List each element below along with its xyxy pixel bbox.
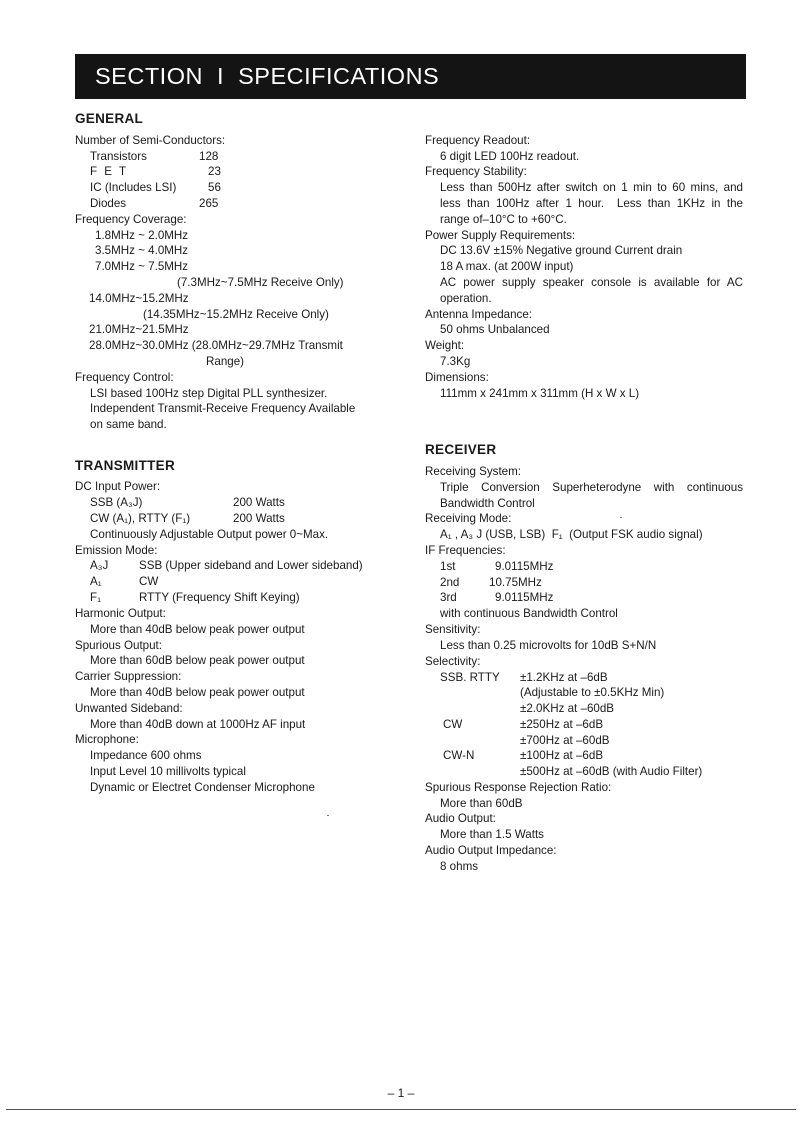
semi-item-count: 265 [199,197,219,210]
power-line: 18 A max. (at 200W input) [440,260,574,273]
coverage-item: 3.5MHz ~ 4.0MHz [95,244,189,257]
coverage-item: 28.0MHz~30.0MHz (28.0MHz~29.7MHz Transmit [89,339,343,352]
power-line: operation. [440,292,492,305]
scan-speck [327,815,329,816]
control-label: Frequency Control: [75,371,174,384]
if-label: IF Frequencies: [425,544,506,557]
semi-item-name: Transistors [90,150,147,163]
coverage-item: 21.0MHz~21.5MHz [89,323,189,336]
sel-value: ±100Hz at –6dB [520,749,604,762]
if-note: with continuous Bandwidth Control [440,607,618,620]
audio-imp-label: Audio Output Impedance: [425,844,557,857]
mic-line: Dynamic or Electret Condenser Microphone [90,781,315,794]
carrier-label: Carrier Suppression: [75,670,182,683]
receiver-heading: RECEIVER [425,442,497,457]
srr-value: More than 60dB [440,797,523,810]
coverage-item: (14.35MHz~15.2MHz Receive Only) [143,308,329,321]
page-title: SECTION I SPECIFICATIONS [95,63,440,89]
weight-value: 7.3Kg [440,355,471,368]
dc-note: Continuously Adjustable Output power 0~Max. [90,528,329,541]
dc-label: DC Input Power: [75,480,161,493]
coverage-item: 14.0MHz~15.2MHz [89,292,189,305]
power-line: DC 13.6V ±15% Negative ground Current drain [440,244,683,257]
sel-value: ±250Hz at –6dB [520,718,604,731]
power-label: Power Supply Requirements: [425,229,576,242]
antenna-label: Antenna Impedance: [425,308,532,321]
semi-item-name: Diodes [90,197,127,210]
dc-power: 200 Watts [233,496,285,509]
audio-imp-value: 8 ohms [440,860,479,873]
readout-value: 6 digit LED 100Hz readout. [440,150,580,163]
section-banner [75,54,746,99]
scan-speck [620,517,622,518]
dimensions-value: 111mm x 241mm x 311mm (H x W x L) [440,387,640,400]
carrier-value: More than 40dB below peak power output [90,686,305,699]
mic-label: Microphone: [75,733,139,746]
semi-label: Number of Semi-Conductors: [75,134,226,147]
dimensions-label: Dimensions: [425,371,489,384]
audio-value: More than 1.5 Watts [440,828,544,841]
if-stage: 1st [440,560,456,573]
emission-desc: CW [139,575,159,588]
semi-item-name: F E T [90,165,129,178]
transmitter-heading: TRANSMITTER [75,458,176,473]
dc-mode: CW (A₁), RTTY (F₁) [90,512,191,525]
general-heading: GENERAL [75,111,144,126]
control-line: LSI based 100Hz step Digital PLL synthesizer. [90,387,328,400]
mode-value: A₁ , A₃ J (USB, LSB) F₁ (Output FSK audio signal) [440,528,703,541]
coverage-item: (7.3MHz~7.5MHz Receive Only) [177,276,344,289]
stability-line: less than 100Hz after 1 hour. Less than 1KHz in the [440,197,743,210]
bottom-rule [6,1109,796,1110]
if-freq: 10.75MHz [489,576,542,589]
mode-label: Receiving Mode: [425,512,512,525]
sel-value: (Adjustable to ±0.5KHz Min) [520,686,665,699]
coverage-label: Frequency Coverage: [75,213,187,226]
audio-label: Audio Output: [425,812,496,825]
mic-line: Impedance 600 ohms [90,749,202,762]
page-number: – 1 – [387,1086,415,1100]
harmonic-value: More than 40dB below peak power output [90,623,305,636]
coverage-item: 7.0MHz ~ 7.5MHz [95,260,189,273]
stability-line: range of–10°C to +60°C. [440,213,567,226]
emission-desc: SSB (Upper sideband and Lower sideband) [139,559,363,572]
sel-mode: CW-N [443,749,475,762]
unwanted-value: More than 40dB down at 1000Hz AF input [90,718,306,731]
readout-label: Frequency Readout: [425,134,531,147]
spurious-value: More than 60dB below peak power output [90,654,305,667]
sens-label: Sensitivity: [425,623,481,636]
coverage-item: Range) [206,355,245,368]
semi-item-count: 56 [208,181,221,194]
mic-line: Input Level 10 millivolts typical [90,765,246,778]
emission-label: Emission Mode: [75,544,158,557]
sel-value: ±500Hz at –60dB (with Audio Filter) [520,765,703,778]
stability-line: Less than 500Hz after switch on 1 min to 60 mins, and [440,181,743,194]
dc-mode: SSB (A₃J) [90,496,143,509]
control-line: on same band. [90,418,167,431]
coverage-item: 1.8MHz ~ 2.0MHz [95,229,189,242]
harmonic-label: Harmonic Output: [75,607,166,620]
antenna-value: 50 ohms Unbalanced [440,323,550,336]
system-line: Bandwidth Control [440,497,535,510]
emission-code: A₁ [90,575,102,588]
system-label: Receiving System: [425,465,522,478]
semi-item-count: 128 [199,150,219,163]
sens-value: Less than 0.25 microvolts for 10dB S+N/N [440,639,657,652]
srr-label: Spurious Response Rejection Ratio: [425,781,612,794]
sel-value: ±700Hz at –60dB [520,734,610,747]
semi-item-name: IC (Includes LSI) [90,181,177,194]
sel-value: ±1.2KHz at –6dB [520,671,608,684]
unwanted-label: Unwanted Sideband: [75,702,183,715]
if-stage: 2nd [440,576,460,589]
semi-item-count: 23 [208,165,221,178]
if-stage: 3rd [440,591,457,604]
sel-mode: SSB. RTTY [440,671,500,684]
stability-label: Frequency Stability: [425,165,527,178]
power-line: AC power supply speaker console is available for AC [440,276,743,289]
sel-label: Selectivity: [425,655,481,668]
sel-value: ±2.0KHz at –60dB [520,702,615,715]
control-line: Independent Transmit-Receive Frequency Available [90,402,356,415]
dc-power: 200 Watts [233,512,285,525]
sel-mode: CW [443,718,463,731]
emission-code: F₁ [90,591,101,604]
weight-label: Weight: [425,339,465,352]
emission-code: A₃J [90,559,109,572]
system-line: Triple Conversion Superheterodyne with continuous [440,481,743,494]
emission-desc: RTTY (Frequency Shift Keying) [139,591,300,604]
spurious-label: Spurious Output: [75,639,163,652]
if-freq: 9.0115MHz [495,560,554,573]
if-freq: 9.0115MHz [495,591,554,604]
